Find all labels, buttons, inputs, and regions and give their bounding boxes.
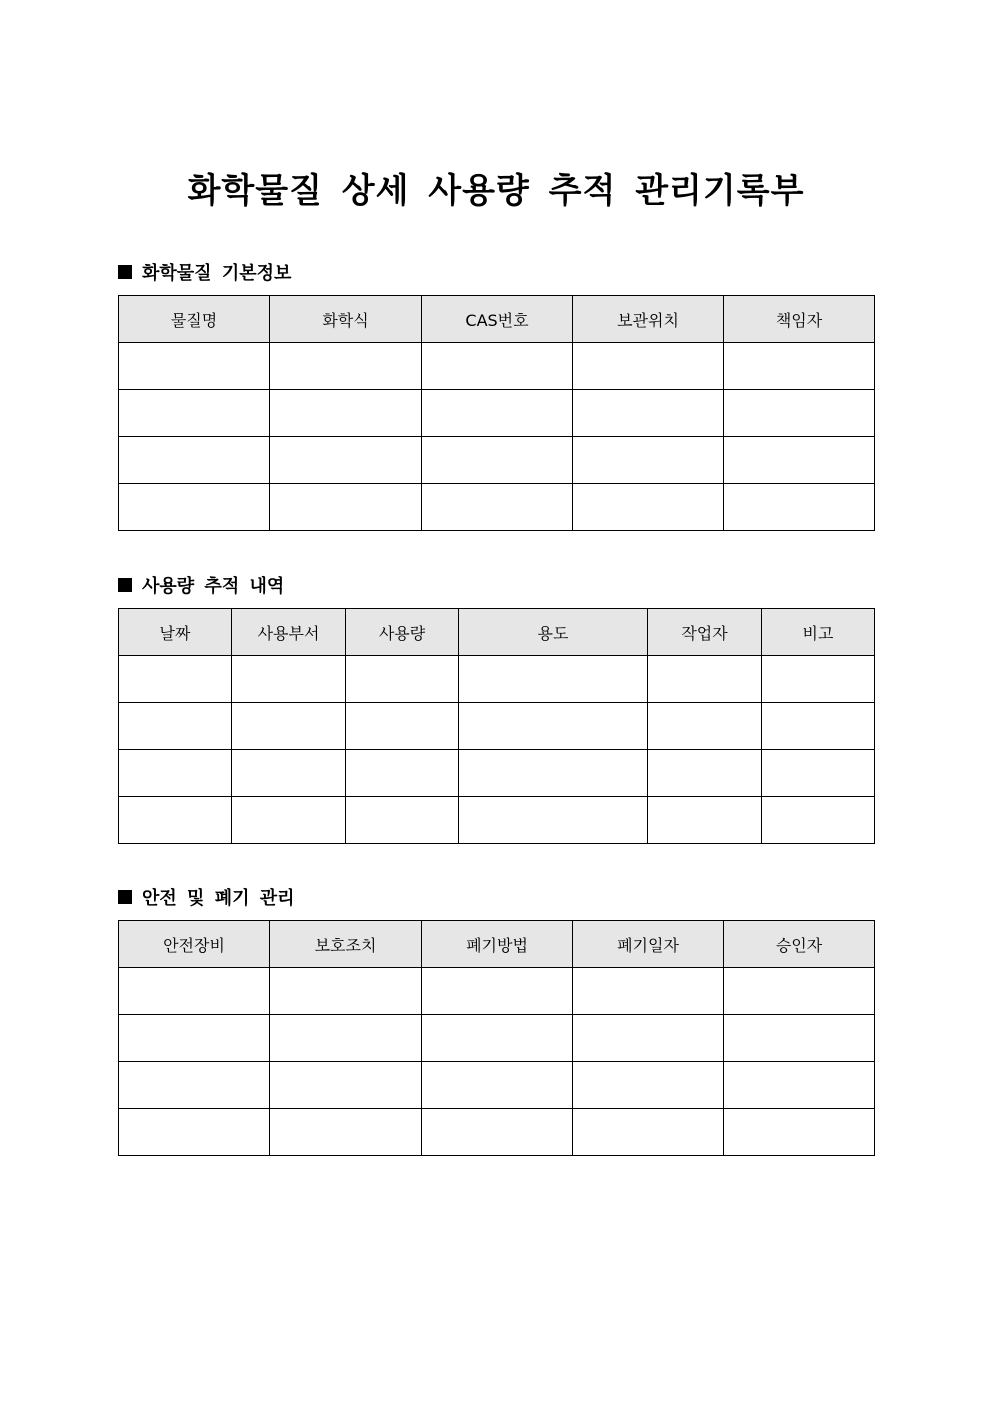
table-cell[interactable] (232, 797, 346, 844)
table-cell[interactable] (724, 1062, 875, 1109)
page-title: 화학물질 상세 사용량 추적 관리기록부 (187, 171, 805, 211)
table-cell[interactable] (270, 1109, 422, 1156)
column-header: 책임자 (724, 296, 875, 343)
square-bullet-icon (118, 890, 132, 904)
table-row (119, 343, 875, 390)
table-cell[interactable] (346, 703, 459, 750)
table-cell[interactable] (119, 484, 270, 531)
table-cell[interactable] (119, 1062, 270, 1109)
section-heading-label: 안전 및 폐기 관리 (142, 888, 295, 909)
table-cell[interactable] (573, 343, 724, 390)
table-cell[interactable] (119, 390, 270, 437)
column-header: CAS번호 (422, 296, 573, 343)
table-cell[interactable] (648, 797, 762, 844)
table-cell[interactable] (648, 656, 762, 703)
table-cell[interactable] (648, 703, 762, 750)
table-row (119, 797, 875, 844)
table-cell[interactable] (422, 343, 573, 390)
section-heading-label: 사용량 추적 내역 (142, 576, 285, 597)
table-cell[interactable] (573, 437, 724, 484)
column-header: 화학식 (270, 296, 422, 343)
table-cell[interactable] (346, 656, 459, 703)
table-cell[interactable] (573, 1015, 724, 1062)
table-cell[interactable] (724, 437, 875, 484)
table-cell[interactable] (573, 1109, 724, 1156)
table-cell[interactable] (724, 1015, 875, 1062)
table-cell[interactable] (422, 437, 573, 484)
table-cell[interactable] (232, 703, 346, 750)
table-cell[interactable] (573, 968, 724, 1015)
table-cell[interactable] (762, 797, 875, 844)
table-cell[interactable] (119, 750, 232, 797)
table-cell[interactable] (422, 390, 573, 437)
table-cell[interactable] (459, 656, 648, 703)
table-row (119, 656, 875, 703)
table-cell[interactable] (724, 968, 875, 1015)
column-header: 보관위치 (573, 296, 724, 343)
table-row (119, 703, 875, 750)
table-cell[interactable] (422, 484, 573, 531)
column-header: 작업자 (648, 609, 762, 656)
column-header: 사용량 (346, 609, 459, 656)
column-header: 보호조치 (270, 921, 422, 968)
section-heading-safety-disposal (118, 884, 295, 910)
table-cell[interactable] (119, 437, 270, 484)
table-cell[interactable] (422, 1062, 573, 1109)
table-cell[interactable] (724, 484, 875, 531)
usage-tracking-table (118, 608, 875, 844)
table-row (119, 968, 875, 1015)
table-header-row (119, 296, 875, 343)
column-header: 날짜 (119, 609, 232, 656)
table-cell[interactable] (459, 797, 648, 844)
basic-info-table (118, 295, 875, 531)
table-cell[interactable] (422, 1015, 573, 1062)
column-header: 용도 (459, 609, 648, 656)
table-cell[interactable] (724, 390, 875, 437)
table-cell[interactable] (648, 750, 762, 797)
table-cell[interactable] (119, 343, 270, 390)
column-header: 폐기방법 (422, 921, 573, 968)
table-cell[interactable] (573, 390, 724, 437)
column-header: 승인자 (724, 921, 875, 968)
table-cell[interactable] (270, 343, 422, 390)
table-cell[interactable] (762, 703, 875, 750)
table-cell[interactable] (459, 703, 648, 750)
table-row (119, 1062, 875, 1109)
table-cell[interactable] (232, 750, 346, 797)
safety-disposal-table (118, 920, 875, 1156)
table-cell[interactable] (119, 1015, 270, 1062)
table-cell[interactable] (459, 750, 648, 797)
table-cell[interactable] (762, 750, 875, 797)
table-cell[interactable] (119, 1109, 270, 1156)
table-cell[interactable] (270, 390, 422, 437)
table-cell[interactable] (270, 437, 422, 484)
table-cell[interactable] (270, 1062, 422, 1109)
table-cell[interactable] (119, 703, 232, 750)
table-cell[interactable] (724, 343, 875, 390)
table-row (119, 390, 875, 437)
table-row (119, 750, 875, 797)
section-heading-usage-tracking (118, 572, 284, 598)
table-row (119, 1015, 875, 1062)
square-bullet-icon (118, 265, 132, 279)
table-row (119, 437, 875, 484)
table-cell[interactable] (270, 968, 422, 1015)
table-cell[interactable] (573, 1062, 724, 1109)
table-cell[interactable] (346, 750, 459, 797)
table-cell[interactable] (119, 968, 270, 1015)
square-bullet-icon (118, 578, 132, 592)
table-cell[interactable] (422, 968, 573, 1015)
table-cell[interactable] (119, 797, 232, 844)
table-row (119, 484, 875, 531)
table-header-row (119, 921, 875, 968)
column-header: 폐기일자 (573, 921, 724, 968)
table-row (119, 1109, 875, 1156)
table-cell[interactable] (232, 656, 346, 703)
table-cell[interactable] (573, 484, 724, 531)
table-cell[interactable] (270, 1015, 422, 1062)
table-cell[interactable] (762, 656, 875, 703)
column-header: 비고 (762, 609, 875, 656)
column-header: 안전장비 (119, 921, 270, 968)
column-header: 물질명 (119, 296, 270, 343)
section-heading-label: 화학물질 기본정보 (142, 263, 292, 284)
column-header: 사용부서 (232, 609, 346, 656)
table-cell[interactable] (270, 484, 422, 531)
table-cell[interactable] (346, 797, 459, 844)
table-cell[interactable] (119, 656, 232, 703)
table-cell[interactable] (422, 1109, 573, 1156)
section-heading-basic-info (118, 259, 291, 285)
table-header-row (119, 609, 875, 656)
table-cell[interactable] (724, 1109, 875, 1156)
